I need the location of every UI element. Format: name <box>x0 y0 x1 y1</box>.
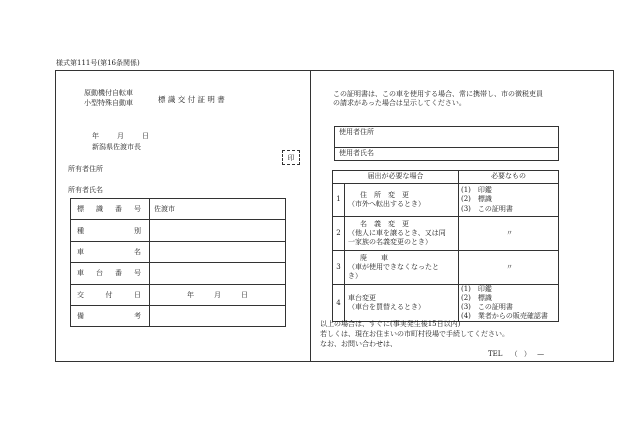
issue-date-day: 日 <box>142 132 149 140</box>
row-label-remarks: 備 考 <box>77 312 141 321</box>
issuer-name: 新潟県佐渡市長 <box>92 143 141 151</box>
chassis-number-value <box>150 263 286 284</box>
procedure-needs: (1) 印鑑 (2) 標識 (3) この証明書 <box>459 184 559 217</box>
center-divider <box>310 70 311 362</box>
notice-line-2: の請求があった場合は呈示してください。 <box>333 99 466 107</box>
row-label-chassis-number: 車 台 番 号 <box>77 269 141 278</box>
issue-month-mark: 月 <box>214 290 221 299</box>
owner-name-label: 所有者氏名 <box>68 186 103 194</box>
procedure-needs: (1) 印鑑 (2) 標識 (3) この証明書 (4) 業者からの販売確認書 <box>459 285 559 322</box>
table-row <box>333 285 559 322</box>
user-name-label: 使用者氏名 <box>335 148 559 161</box>
procedure-number: 4 <box>333 285 345 322</box>
type-value <box>150 220 286 241</box>
table-row <box>335 127 559 148</box>
tel-line <box>488 350 544 359</box>
procedure-case: 名 義 変 更 （他人に車を譲るとき、又は同 一家族の名義変更のとき） <box>345 217 459 251</box>
form-number: 様式第111号(第16条関係) <box>56 59 140 67</box>
remarks-value <box>150 305 286 326</box>
procedure-case: 住 所 変 更 （市外へ転出するとき） <box>345 184 459 217</box>
issue-date-value <box>150 284 286 305</box>
row-label-plate-number: 標 識 番 号 <box>77 205 141 214</box>
table-row <box>71 305 286 326</box>
table-row <box>333 184 559 217</box>
table-row <box>71 284 286 305</box>
table-row <box>333 251 559 285</box>
seal-mark: 印 <box>282 150 300 165</box>
row-label-vehicle-name: 車 名 <box>77 247 141 256</box>
header-case: 届出が必要な場合 <box>333 171 459 184</box>
user-address-label: 使用者住所 <box>335 127 559 148</box>
user-info-table <box>334 126 559 161</box>
vehicle-type-2: 小型特殊自動車 <box>84 99 133 107</box>
table-row <box>333 217 559 251</box>
certificate-title: 標 識 交 付 証 明 書 <box>158 95 225 104</box>
notice-line-1: この証明書は、この車を使用する場合、常に携帯し、市の徴税吏員 <box>333 90 543 98</box>
procedure-case: 廃 車 （車が使用できなくなったと き） <box>345 251 459 285</box>
plate-number-value: 佐渡市 <box>150 199 286 220</box>
table-row <box>71 263 286 284</box>
issue-day-mark: 日 <box>241 290 248 299</box>
issue-date-year: 年 <box>92 132 99 140</box>
tel-label: TEL <box>488 350 503 358</box>
tel-paren-close: ） <box>523 350 531 358</box>
procedure-number: 1 <box>333 184 345 217</box>
owner-address-label: 所有者住所 <box>68 165 103 173</box>
procedure-case: 車台変更 （車台を買替えるとき） <box>345 285 459 322</box>
footer-line-2: 若しくは、現在お住まいの市町村役場で手続してください。 <box>320 330 509 338</box>
row-label-type: 種 別 <box>77 226 141 235</box>
table-row <box>71 220 286 241</box>
procedure-number: 3 <box>333 251 345 285</box>
table-row <box>335 148 559 161</box>
issue-date-month: 月 <box>117 132 124 140</box>
tel-paren-open: （ <box>510 350 518 358</box>
issue-year-mark: 年 <box>187 290 194 299</box>
procedure-number: 2 <box>333 217 345 251</box>
table-header-row <box>333 171 559 184</box>
footer-line-3: なお、お問い合わせは、 <box>320 340 397 348</box>
row-label-issue-date: 交 付 日 <box>77 290 141 299</box>
footer-line-1: 以上の場合は、すぐに(事実発生後15日以内) <box>320 320 461 328</box>
procedure-needs: 〃 <box>459 217 559 251</box>
tel-dash: — <box>537 350 545 358</box>
registration-table <box>70 198 286 327</box>
vehicle-type-1: 原動機付自転車 <box>84 89 133 97</box>
header-needs: 必要なもの <box>459 171 559 184</box>
procedure-table <box>332 170 559 322</box>
vehicle-name-value <box>150 241 286 262</box>
procedure-needs: 〃 <box>459 251 559 285</box>
table-row <box>71 241 286 262</box>
table-row <box>71 199 286 220</box>
